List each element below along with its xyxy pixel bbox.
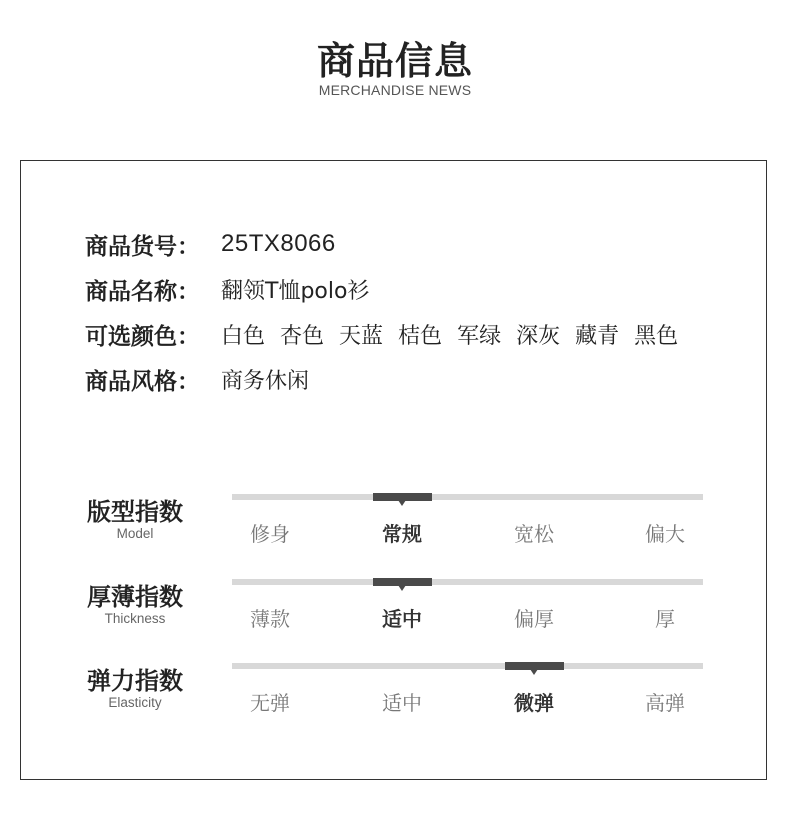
color-option: 天蓝 (339, 323, 384, 349)
elasticity-index-marker (505, 662, 564, 670)
model-index-track (232, 494, 703, 500)
elasticity-index-track (232, 663, 703, 669)
info-row-style (85, 361, 309, 397)
style-label: 商品风格： (85, 368, 200, 395)
thickness-level: 偏厚 (514, 607, 554, 631)
elasticity-level: 适中 (382, 691, 422, 715)
thickness-index-title: 厚薄指数 (87, 583, 183, 611)
info-row-colors (85, 316, 686, 352)
color-option: 黑色 (634, 323, 679, 349)
elasticity-index-title: 弹力指数 (87, 667, 183, 695)
thickness-level: 适中 (382, 607, 422, 631)
thickness-index-marker (373, 578, 432, 586)
thickness-level: 薄款 (250, 607, 290, 631)
color-option: 深灰 (516, 323, 561, 349)
elasticity-level: 微弹 (514, 691, 554, 715)
model-index-title: 版型指数 (87, 498, 183, 526)
page-subtitle: MERCHANDISE NEWS (318, 82, 472, 98)
elasticity-index-subtitle: Elasticity (108, 695, 162, 710)
code-label: 商品货号： (85, 233, 200, 260)
model-level: 偏大 (645, 522, 685, 546)
thickness-index-subtitle: Thickness (104, 611, 166, 626)
name-label: 商品名称： (85, 278, 200, 305)
thickness-level: 厚 (655, 607, 675, 631)
color-option: 杏色 (280, 323, 325, 349)
color-option: 桔色 (398, 323, 443, 349)
model-level: 宽松 (514, 522, 554, 546)
color-option: 白色 (221, 323, 266, 349)
name-value: 翻领T恤polo衫 (221, 278, 370, 304)
color-option: 藏青 (575, 323, 620, 349)
elasticity-level: 高弹 (645, 691, 685, 715)
model-index-subtitle: Model (116, 526, 154, 541)
code-value: 25TX8066 (221, 230, 336, 257)
info-row-name (85, 271, 369, 307)
model-level: 修身 (250, 522, 290, 546)
colors-label: 可选颜色： (85, 323, 200, 350)
style-value: 商务休闲 (221, 368, 310, 394)
model-index-marker (373, 493, 432, 501)
color-option: 军绿 (457, 323, 502, 349)
thickness-index-track (232, 579, 703, 585)
model-level: 常规 (382, 522, 422, 546)
page-title: 商品信息 (316, 39, 473, 83)
elasticity-level: 无弹 (250, 691, 290, 715)
colors-value (221, 319, 686, 350)
info-row-code (85, 226, 336, 262)
